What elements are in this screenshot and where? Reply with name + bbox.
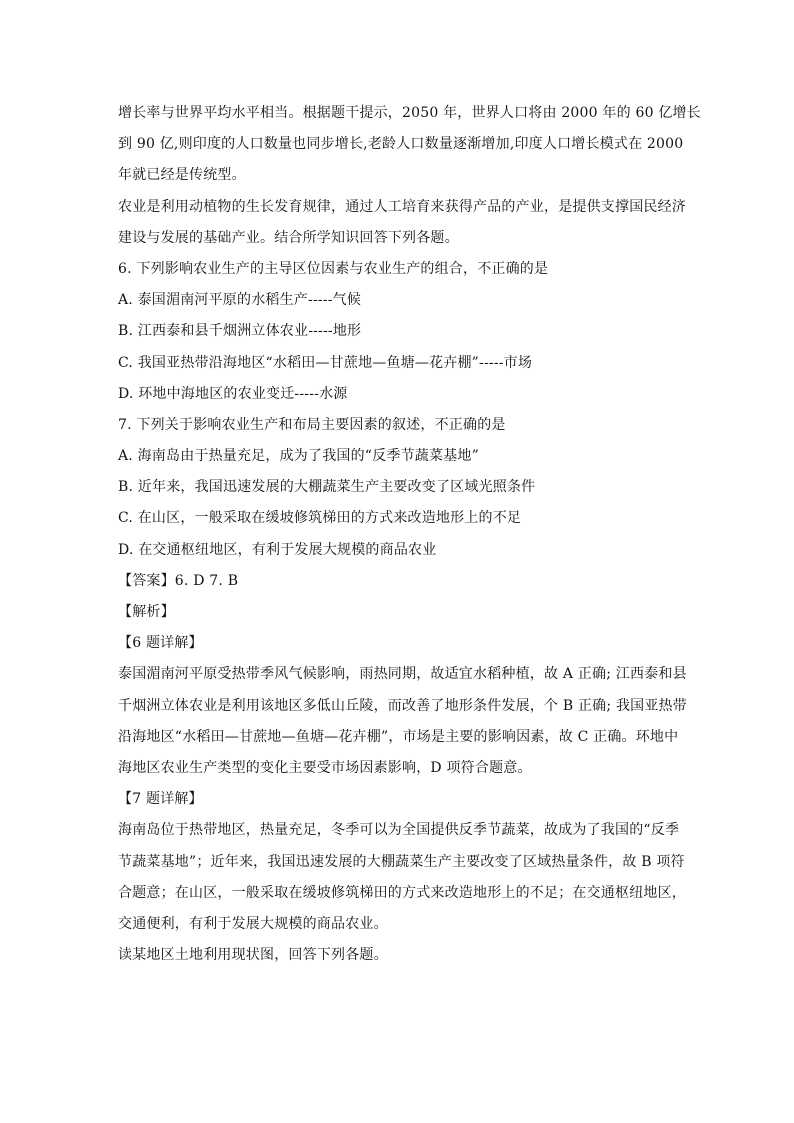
question-6-option-d: D. 环地中海地区的农业变迁-----水源 [118,385,348,402]
question-6-stem: 6. 下列影响农业生产的主导区位因素与农业生产的组合，不正确的是 [118,260,549,277]
text-line: 农业是利用动植物的生长发育规律，通过人工培育来获得产品的产业，是提供支撑国民经济 [118,198,686,215]
question-7-option-c: C. 在山区，一般采取在缓坡修筑梯田的方式来改造地形上的不足 [118,510,522,527]
text-line: 合题意；在山区，一般采取在缓坡修筑梯田的方式来改造地形上的不足；在交通枢纽地区， [118,884,686,901]
text-line: 海地区农业生产类型的变化主要受市场因素影响，D 项符合题意。 [118,759,532,776]
question-7-detail-heading: 【7 题详解】 [118,791,203,808]
text-line: 交通便利，有利于发展大规模的商品农业。 [118,915,388,932]
answer-line: 【答案】6. D 7. B [118,572,239,589]
text-line: 年就已经是传统型。 [118,167,246,184]
text-line: 千烟洲立体农业是利用该地区多低山丘陵，而改善了地形条件发展，个 B 正确; 我国亚热带 [118,697,687,714]
question-6-option-c: C. 我国亚热带沿海地区“水稻田—甘蔗地—鱼塘—花卉棚”-----市场 [118,354,533,371]
question-6-option-b: B. 江西泰和县千烟洲立体农业-----地形 [118,323,362,340]
text-line: 增长率与世界平均水平相当。根据题干提示，2050 年，世界人口将由 2000 年的 60 亿增长 [118,105,701,121]
text-line: 泰国湄南河平原受热带季风气候影响，雨热同期，故适宜水稻种植，故 A 正确; 江西泰和县 [118,666,687,683]
text-line: 海南岛位于热带地区，热量充足，冬季可以为全国提供反季节蔬菜，故成为了我国的“反季 [118,822,680,839]
text-line: 到 90 亿,则印度的人口数量也同步增长,老龄人口数量逐渐增加,印度人口增长模式在 2000 [118,136,684,153]
document-page [118,98,701,971]
text-line: 建设与发展的基础产业。结合所学知识回答下列各题。 [118,229,459,246]
question-7-option-d: D. 在交通枢纽地区，有利于发展大规模的商品农业 [118,541,437,558]
question-7-option-a: A. 海南岛由于热量充足，成为了我国的“反季节蔬菜基地” [118,448,479,465]
text-line: 沿海地区“水稻田—甘蔗地—鱼塘—花卉棚”，市场是主要的影响因素，故 C 正确。环地中 [118,728,679,745]
question-7-stem: 7. 下列关于影响农业生产和布局主要因素的叙述，不正确的是 [118,416,506,433]
text-line: 读某地区土地利用现状图，回答下列各题。 [118,947,388,964]
question-6-option-a: A. 泰国湄南河平原的水稻生产-----气候 [118,292,362,309]
text-line: 节蔬菜基地”；近年来，我国迅速发展的大棚蔬菜生产主要改变了区域热量条件，故 B 项符 [118,853,685,870]
question-7-option-b: B. 近年来，我国迅速发展的大棚蔬菜生产主要改变了区域光照条件 [118,479,536,496]
question-6-detail-heading: 【6 题详解】 [118,635,203,652]
analysis-heading: 【解析】 [118,604,175,620]
